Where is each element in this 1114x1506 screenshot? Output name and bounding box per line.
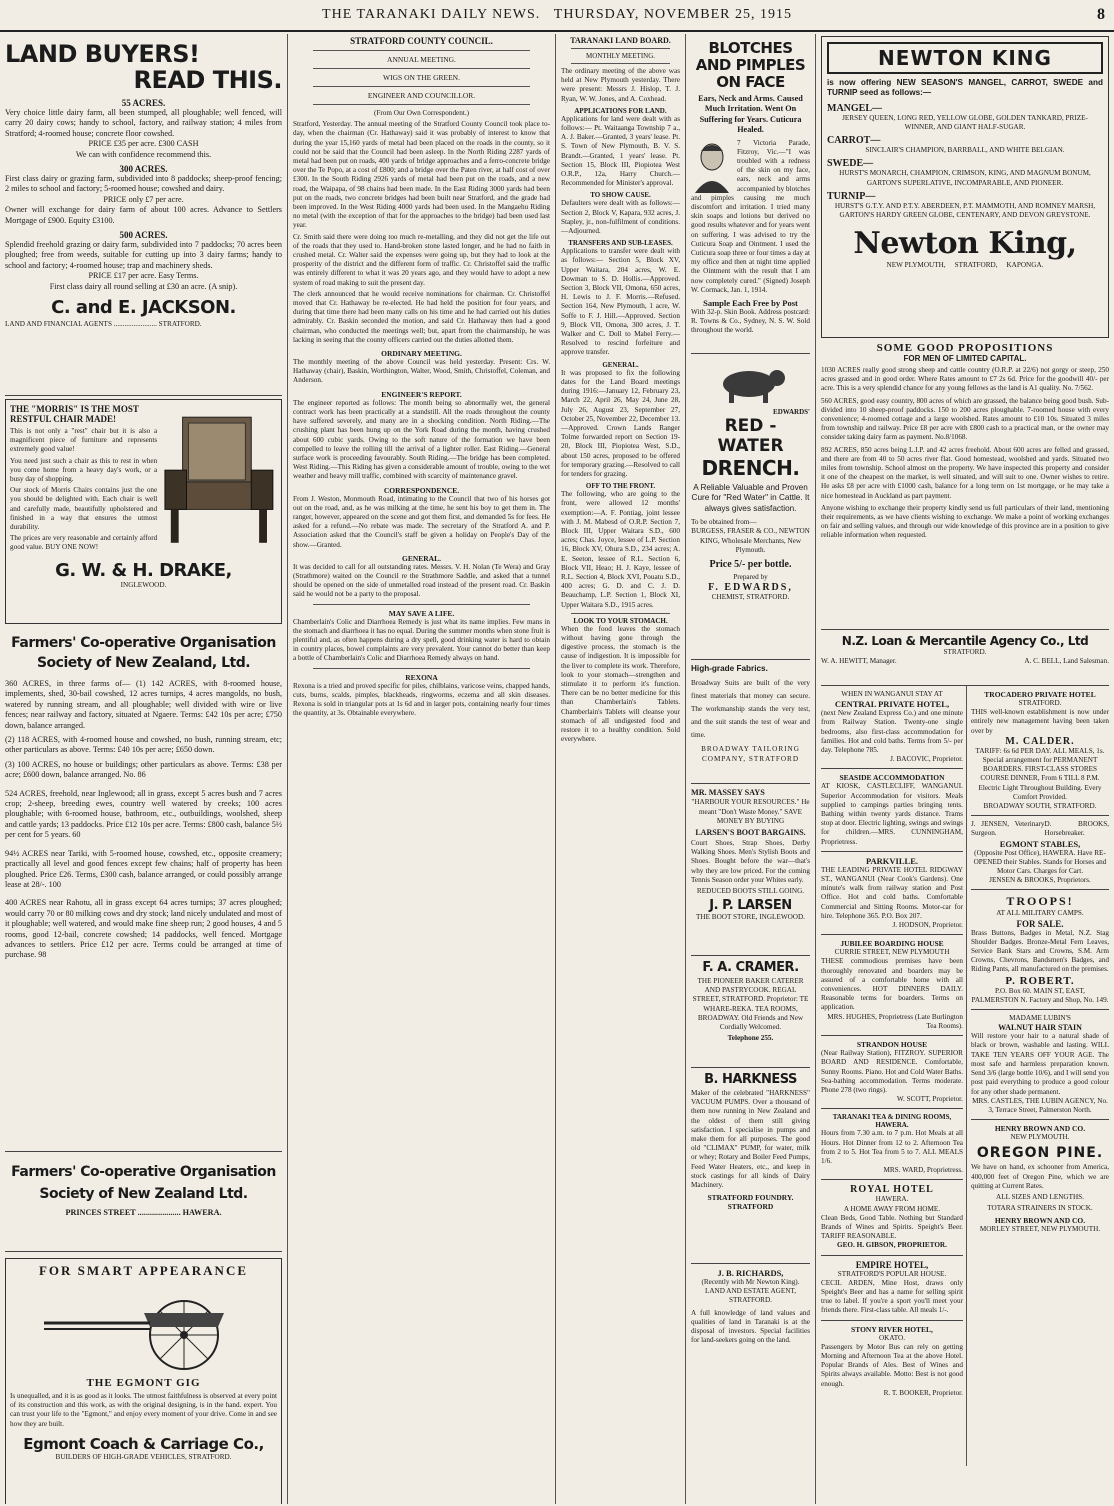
harkness-firm: B. HARKNESS [704,1072,797,1087]
land-firm: C. and E. JACKSON. [51,297,236,319]
land-board-para-4: Applications to transfer were dealt with as follows:— Section 5, Block XV, Upper Waitara, 204 acres, W. E. Dowman to S. D. Hollis.—Approved. Section 3, Block VII, Omona, 650 acres, H. Lewis to J. F. Morris.—Refused. Section 164, New Plymouth, 1 acre, W. Soffe to F. J. Hill.—Approved. Section 9, Block VII, Omona, 300 acres, J. T. Walker and C. Doll to Mabel Ferry.—Resolved to rescind forfeiture and approve transfer. [561,247,680,357]
red-water-drench-ad [691,354,810,660]
egmont-gig-ad [5,1258,282,1504]
council-heading: STRATFORD COUNTY COUNCIL. [350,36,493,46]
troops-sub: AT ALL MILITARY CAMPS. [996,909,1084,918]
trocadero-prop: M. CALDER. [1005,735,1075,747]
troops-body: Brass Buttons, Badges in Metal, N.Z. Stag Shoulder Badges. Bronze-Metal Fern Leaves, Service Bank Stars and Crowns, S.M. Arm Crowns, Chevrons, Bandsmen's Badges, and Riding Pants, all manufactured on the premises. [970,928,1109,974]
stony-title: STONY RIVER HOTEL, [851,1324,933,1334]
council-para-6: From J. Weston, Monmouth Road, intimating to the Council that two of his horses got out on the road, and, as he was milking at the time, he sent his boy to get them in. The ranger, however, appeared on the scene and got them first, and demanded 5s for fees. He asked for a refund.—No rebate was made. The secretary of the Stratford A. and P. Association asked that the Council's staff be given a holiday on People's Day of the show.—Granted. [293,494,550,549]
tailoring-title: High-grade Fabrics. [691,664,768,673]
nzloan-town: STRATFORD. [943,648,987,656]
royal-title: ROYAL HOTEL [850,1184,934,1196]
farmers2-title-1: Farmers' Co-operative Organisation [11,1164,276,1180]
stomach-para: When the food leaves the stomach without having gone through the digestive process, the stomach is the cause of indigestion. It is impossible for the liver to complete its work. Therefore, look to your stomach—strengthen and stimulate it to perform it's function. There can be no better medicine for this than Chamberlain's Tablets. Chamberlain's Tablets will cleanse your stomach of all undigested food and restore it to a healthy condition. Sold everywhere. [561,624,680,744]
newton-mangel-varieties: JERSEY QUEEN, LONG RED, YELLOW GLOBE, GOLDEN TANKARD, PRIZE-WINNER, AND GIANT HALF-SUGAR. [842,113,1088,132]
council-subhead-3: ENGINEER AND COUNCILLOR. [367,91,476,100]
parkville-body: THE LEADING PRIVATE HOTEL RIDGWAY ST., WANGANUI (Near Cook's Gardens). One minute's walk from railway station and Post Office. Hot and cold baths. Comfortable Commercial and Sitting Rooms. Motor-car for hire. Telephone 365. P.O. Box 207. [821,865,963,920]
gig-carriage-illustration [34,1283,254,1373]
column-2 [288,34,556,1504]
applications-heading: APPLICATIONS FOR LAND. [574,106,667,115]
props-listing-1: 1030 ACRES really good strong sheep and cattle country (O.R.P. at 22/6) not gorgy or steep, 250 acres grassed and in good order. Where Rates amount to £7 2s 6d. Price for the goodwill 40/- per acre. This is a very splendid chance for any young fellows as the land is A1 quality. No. 7/562. [821,366,1109,393]
land-headline-2: READ THIS. [133,66,282,94]
trocadero-town: STRATFORD. [1018,699,1062,707]
drake-firm: G. W. & H. DRAKE, [55,560,232,581]
stony-body: Passengers by Motor Bus can rely on getting Morning and Afternoon Tea at the above Hotel. Popular Brands of Ales. Best of Wines and Spirits always available. Motto: Best is not good enough. [821,1342,963,1388]
central-title: CENTRAL PRIVATE HOTEL, [834,699,950,710]
portrait-illustration [691,139,733,193]
drake-town: INGLEWOOD. [120,581,167,589]
larsen-firm: J. P. LARSEN [709,898,792,914]
lubin-body: Will restore your hair to a natural shade of black or brown, washable and lasting. WILL TAKE TEN YEARS OFF YOUR AGE. The most safe and harmless preparation known. Send 3/6 (large bottle 10/6), and I will send you post paid everything to produce a good colour for any other shade permanent. [970,1032,1109,1096]
seaside-body: AT KIOSK, CASTLECLIFF, WANGANUI. Superior Accommodation for visitors. Meals supplied to campings parties bringing tents. Bathing within twenty yards distance. Trams stop at door. Electric lighting, swings and swings for children.—MRS. CUNNINGHAM, Proprietress. [821,782,963,846]
stony-town: OKATO. [878,1333,905,1342]
farmers1-listing-5: 94½ ACRES near Tariki, with 5-roomed house, cowshed, etc., opposite creamery; practically all level and good fences except few chains; half of property has been ploughed. Price £26. Terms, £300 cash, balance arranged, or could possibly arrange lease at 28/-. 100 [5,848,282,889]
morris-p4: The prices are very reasonable and certainly afford good value. BUY ONE NOW! [10,534,158,552]
props-listing-2: 560 ACRES, good easy country, 800 acres of which are grassed, the balance being good bush. Sub-divided into 10 sheep-proof paddocks. 150 to 200 acres ploughable. 7-roomed house with every convenience; 4-roomed cottage and a large woolshed. Rates amount to £10 10s. Situated 3 miles from township and railway. Price £8 per acre with £800 cash to a practical man, or the owner may consider taking dairy farm as payment. No.8/1068. [821,396,1109,442]
council-para-5: The engineer reported as follows: The month being so abnormally wet, the general contract work has been practically at a standstill. All the roads throughout the county have suffered severely, and many are in a shocking condition. North Riding.—The crushing plant has been hung up on the York Road during the month, having crushed about 600 cubic yards. Owing to the soft nature of the formation we have been compelled to leave the rolling till the arrival of a lighter roller. East Riding.—General surface work is proceeding favourably. South Riding.—The bridge has been completed. West Riding.—This Riding has given a considerable amount of trouble, owing to the wet weather and heavy mill traffic, combined with scarcity of maintenance gravel. [293,398,550,481]
land-sec1-body: Very choice little dairy farm, all been stumped, all ploughable; well fenced, will carry 20 dairy cows; handy to school, factory, and railway station; 4 miles from Stratford; 4-roomed house; concrete floor cowshed. [5,108,282,138]
masthead-date: THURSDAY, NOVEMBER 25, 1915 [553,7,792,22]
central-pre: WHEN IN WANGANUI STAY AT [841,690,943,698]
column-4 [686,34,816,1504]
newton-turnip-varieties: HURST'S G.T.Y. AND P.T.Y. ABERDEEN, P.T. MAMMOTH, AND ROMNEY MARSH, GARTON'S HARDY GREEN GLOBE, CENTENARY, AND DEVON GREYSTONE. [834,201,1096,220]
nzloan-title: N.Z. Loan & Mercantile Agency Co., Ltd [841,634,1089,648]
land-sec3-title: 500 ACRES. [119,230,168,241]
hotels-left [821,686,967,1466]
oregon-totara: TOTARA STRAINERS IN STOCK. [987,1204,1093,1213]
egmont-stables-ad [971,816,1109,890]
lubin-firm: MRS. CASTLES, THE LUBIN AGENCY, No. 3, Terrace Street, Palmerston North. [972,1096,1108,1114]
oregon-addr: MORLEY STREET, NEW PLYMOUTH. [979,1225,1101,1234]
hotels-section [821,686,1109,1466]
farmers1-listing-3: (3) 100 ACRES, no house or buildings; other particulars as above. Terms: £38 per acre; £600 down, balance arranged. No. 86 [5,759,282,780]
empire-sub: STRATFORD'S POPULAR HOUSE. [837,1269,947,1278]
newton-swede: SWEDE— [827,158,874,170]
farmers2-address: PRINCES STREET ..................... HAWERA. [65,1208,222,1217]
richards-sub: (Recently with Mr Newton King). LAND AND ESTATE AGENT, STRATFORD. [701,1278,800,1305]
parkville-prop: J. HODSON, Proprietor. [892,921,963,930]
land-sec1-price: PRICE £35 per acre. £300 CASH [88,139,199,149]
good-propositions-ad [821,338,1109,630]
land-board-para-3: Defaulters were dealt with as follows:—Section 2, Block V, Kapara, 932 acres, J. Stapley, jr., non-fulfilment of conditions.—Adjourned. [561,199,680,236]
newton-intro: is now offering NEW SEASON'S MANGEL, CARROT, SWEDE and TURNIP seed as follows:— [827,78,1103,98]
trocadero-title: TROCADERO PRIVATE HOTEL [984,690,1096,699]
land-sec2-note: Owner will exchange for dairy farm of about 100 acres. Advance to Settlers Mortgage of £900. Equity £3100. [5,205,282,225]
land-sec2-price: PRICE only £7 per acre. [103,194,184,204]
royal-hotel-ad [821,1180,963,1255]
tearooms-body: Hours from 7.30 a.m. to 7 p.m. Hot Meals at all Hours. Hot Dinner from 12 to 2. Afternoon Tea from 2 to 5. Hot Tea from 5 to 7. ALL MEALS 1/6. [821,1129,963,1165]
drench-brand: EDWARDS' [773,408,810,416]
stony-river-ad [821,1321,963,1402]
farmers2-title-2: Society of New Zealand Ltd. [39,1186,248,1202]
page-number: 8 [1097,6,1106,23]
richards-agent-ad [691,1264,810,1349]
drench-price: Price 5/- per bottle. [709,559,792,571]
cuticura-offer: Sample Each Free by Post [703,298,798,309]
council-para-7: It was decided to call for all outstanding rates. Messrs. V. H. Nolan (Te Wera) and Gray (Strathmore) waited on the Council re the Strathmore Saddle, and asked that a tunnel should be opened on the side of unmetalled road instead of the present road. Cr. Baskin said he would not be a party to the proposal. [293,562,550,599]
farmers1-listing-6: 400 ACRES near Rahotu, all in grass except 64 acres turnips; 37 acres ploughed; would carry 70 or 80 milking cows and dry stock; land nicely undulated and most of it ploughable; well watered, and would make fine sheep run; 2 good houses, 4 and 5 rooms, good 12-bail, concrete cowshed; 14 paddocks, well fenced. Mortgage advances to settlers. Price £12 per acre. Terms could be arranged at time of purchase. 98 [5,898,282,960]
land-firm-sub: LAND AND FINANCIAL AGENTS ........................ STRATFORD. [5,320,202,329]
jubilee-prop: MRS. HUGHES, Proprietress (Late Burlington Tea Rooms). [827,1012,963,1030]
tailoring-firm: BROADWAY TAILORING COMPANY, STRATFORD [701,745,800,763]
correspondence-heading: CORRESPONDENCE. [383,485,460,495]
seaside-title: SEASIDE ACCOMMODATION [839,773,945,783]
oregon-town-1: NEW PLYMOUTH. [1010,1133,1070,1142]
newton-swede-varieties: HURST'S MONARCH, CHAMPION, CRIMSON, KING, AND MAGNUM BONUM, GARTON'S SUPERLATIVE, INCOMPARABLE, AND PIONEER. [839,169,1091,187]
broadway-tailoring-ad [691,660,810,784]
stomach-heading: LOOK TO YOUR STOMACH. [573,616,668,625]
newton-signature: Newton King, [853,226,1077,262]
column-5 [816,34,1114,1504]
masthead [0,0,1114,32]
land-sec1-title: 55 ACRES. [121,98,166,108]
morris-title: THE "MORRIS" IS THE MOST RESTFUL CHAIR MADE! [10,404,139,424]
larsen-note: REDUCED BOOTS STILL GOING. [696,887,805,896]
jubilee-title: JUBILEE BOARDING HOUSE [840,939,944,949]
central-body: (next New Zealand Express Co.) and one minute from Railway Station. Twenty-one single bedrooms, also first-class accommodation for families. Hot and cold baths. Terms from 5/- per day. Telephone 785. [821,709,963,755]
council-byline: (From Our Own Correspondent.) [373,109,470,117]
off-to-front-heading: OFF TO THE FRONT. [585,482,656,491]
column-3 [556,34,686,1504]
oregon-firm-1: HENRY BROWN AND CO. [994,1124,1086,1134]
cuticura-body: 7 Victoria Parade, Fitzroy, Vic.—"I was troubled with a redness of the skin on my face, ears, neck and arms accompanied by blotches and pimples causing me much discomfort and irritation. I tried many skin soaps and lotions but derived no good results whatever and for years went on suffering. I was advised to try the Cuticura Soap and Ointment. I used the Cuticura soap three or four times a day at my office and then at night time applied the Ointment with the result that I am now completely cured." (Signed) Joseph W. Cormack, Jan. 1, 1914. [691,138,810,294]
cuticura-ad [691,36,810,354]
parkville-ad [821,852,963,935]
morris-chair-ad [5,399,282,624]
land-board-para-6: The following, who are going to the front, were allowed 12 months' exemption:—A. F. Pontiag, joint lessee with J. M. Mabesd of O.R.P. Section 7, Block III, Upper Waitara S.D., 600 acres; Chas. Joyce, lessee of L.P. Section 16, Block XV, Ohura S.D., 234 acres; A. E. Seeton, lessee of R.L. Section 6, Block VII, Heao; H. J. Kaye, lessee of R.L. Section 4, Block XVI, Pouatu S.D., 400 acres; G. D. and C. J. D. Beauchamp, L.P. Section 1, Block XI, Upper Waitara S.D., 1915 acres. [561,490,680,609]
morris-p1: This is not only a "rest" chair but it is also a magnificent piece of furniture and represents extremely good value! [10,427,158,454]
parkville-title: PARKVILLE. [865,855,918,866]
land-board-heading: TARANAKI LAND BOARD. [570,36,671,45]
larsen-title: MR. MASSEY SAYS [691,788,765,797]
tea-rooms-ad [821,1109,963,1180]
props-title: SOME GOOD PROPOSITIONS [876,342,1054,354]
strandon-ad [821,1036,963,1109]
cramer-firm: F. A. CRAMER. [702,960,799,975]
harkness-body: Maker of the celebrated "HARKNESS" VACUUM PUMPS. Over a thousand of them now running in New Zealand and the oldest of them still giving satisfaction. I specialise in pumps and make them for all purposes. The good old "CLIMAX" PUMP, for water, milk or whey; Rotary and Boiler Feed Pumps, Feed Water Heaters, etc., and keep in stock castings for all kinds of Dairy Machinery. [691,1089,810,1190]
board-general-heading: GENERAL. [602,360,639,369]
gig-name: THE EGMONT GIG [86,1377,201,1389]
jubilee-ad [821,935,963,1036]
oregon-pine-ad [971,1120,1109,1238]
save-life-para: Chamberlain's Colic and Diarrhoea Remedy is just what its name implies. Few mans in the stomach and diarrhoea it has no equal. During the summer months when stone fruit is plentiful and, as often happens during a dry spell, good drinking water is hard to obtain in country places, bowel complaints are very prevalent. Your cannot do better than keep a bottle of Chamberlain's Colic and Diarrhoea Remedy always on hand. [293,617,550,663]
lubin-title: MADAME LUBIN'S [1009,1014,1071,1023]
land-sec3-price: PRICE £17 per acre. Easy Terms. [88,271,199,281]
lubin-head: WALNUT HAIR STAIN [998,1023,1082,1033]
troops-addr: P.O. Box 60. MAIN ST, EAST, PALMERSTON N. Factory and Shop, No. 149. [971,986,1109,1004]
land-board-para-5: It was proposed to fix the following dates for the Land Board meetings during 1916:—January 12, February 23, March 22, April 26, May 24, June 28, July 26, August 23, September 27, October 25, November 22, December 13.—Approved. Crown Lands Ranger Tolme forwarded report on Section 19-20, Block III, Piopiotea West, S.D., about 150 acres, proposed to be offered for temporary grazing.—Resolved to call for tenders for grazing. [561,368,680,478]
larsen-head: LARSEN'S BOOT BARGAINS. [695,828,806,838]
larsen-firm-sub: THE BOOT STORE, INGLEWOOD. [696,913,805,922]
newton-mangel: MANGEL— [827,102,882,114]
jubilee-sub: CURRIE STREET, NEW PLYMOUTH [834,948,950,957]
larsen-body: Court Shoes, Strap Shoes, Derby Walking Shoes. Men's Stylish Boots and Shoes. Bought before the war—that's why they are low priced. For the coming Tennis Season order your Whites early. [691,839,810,884]
stony-prop: R. T. BOOKER, Proprietor. [883,1388,963,1397]
troops-title: TROOPS! [1006,894,1074,909]
save-life-heading: MAY SAVE A LIFE. [388,608,455,618]
oregon-firm-2: HENRY BROWN AND CO. [994,1216,1086,1226]
land-sec2-body: First class dairy or grazing farm, subdivided into 8 paddocks; sheep-proof fencing; 2 miles to school and factory; 5-roomed house; cowshed and dairy. [5,174,282,194]
trocadero-body: THIS well-known establishment is now under entirely new management having been taken over by [970,708,1109,735]
newton-title: NEWTON KING [827,42,1103,74]
strandon-prop: W. SCOTT, Proprietor. [896,1095,963,1104]
nzloan-salesman: A. C. BELL, Land Salesman. [1024,657,1109,666]
stables-prop: JENSEN & BROOKS, Proprietors. [989,876,1091,885]
empire-title: EMPIRE HOTEL, [855,1259,929,1270]
drench-title-1: RED - WATER [717,416,784,456]
rexona-heading: REXONA [405,672,438,682]
rexona-para: Rexona is a tried and proved specific for piles, chilblains, varicose veins, chapped hands, cuts, burns, scalds, pimples, blackheads, ringworms, eczema and all skin diseases. Rexona is sold in triangular pots at 1s 6d and in larger pots, containing nearly four times the quantity, at 3s. Obtainable everywhere. [293,681,550,718]
tailoring-body: Broadway Suits are built of the very finest materials that money can secure. The workmanship stands the very test, and the suit stands the test of wear and time. [691,679,810,740]
stables-body: (Opposite Post Office), HAWERA. Have RE-OPENED their Stables. Stands for Horses and Motor Cars. Charges for Cart. [973,848,1107,876]
gig-body: Is unequalled, and it is as good as it looks. The utmost faithfulness is observed at every point of its construction and this work, as with the original designing, is in the hand. expert. You can trust your life to the "Egmont," and enjoy every moment of your drive. Come in and see how they are built. [10,1392,277,1428]
harkness-pumps-ad [691,1068,810,1264]
morris-p2: You need just such a chair as this to rest in when you come home from a heavy day's work, or a busy day of shopping. [10,456,158,484]
newton-towns: NEW PLYMOUTH, STRATFORD, KAPONGA. [886,261,1044,270]
strandon-title: STRANDON HOUSE [856,1040,928,1050]
farmers-coop-ad-1 [5,627,282,1152]
cuticura-title: BLOTCHES AND PIMPLES ON FACE [695,39,806,91]
stables-right: D. BROOKS, Horsebreaker. [1044,820,1109,838]
drench-sub: A Reliable Valuable and Proven Cure for "Red Water" in Cattle. It always gives satisfaction. [691,483,810,513]
newton-turnip: TURNIP— [827,190,876,202]
empire-hotel-ad [821,1256,963,1321]
land-sec2-title: 300 ACRES. [119,164,168,175]
richards-body: A full knowledge of land values and qualities of land in Taranaki is at the disposal of investors. Special facilities for land-seekers going on the land. [691,1308,810,1345]
central-prop: J. BACOVIC, Proprietor. [890,755,963,764]
lubin-hair-stain-ad [971,1010,1109,1120]
armchair-illustration [161,404,277,554]
council-para-2: Cr. Smith said there were doing too much re-metalling, and they did not get the life out of the roads that they used to. Hand-broken stone lasted longer, and he had no faith in crushed metal. Cr. Walter said the expenses were going up, but they had to look at the prosperity of the district and the different form of traffic. Cr. Christoffel said the traffic was entirely different to what it was 20 years ago, and they would have to adopt a new system of road making to suit the present day. [293,232,550,287]
props-sub: FOR MEN OF LIMITED CAPITAL. [903,354,1027,363]
land-board-subhead: MONTHLY MEETING. [585,52,656,60]
ordinary-meeting-heading: ORDINARY MEETING. [381,349,462,359]
land-board-para-1: The ordinary meeting of the above was held at New Plymouth yesterday. There were present: Messrs J. Hislop, T. J. Ryan, W. W. Jones, and A. Coxhead. [561,67,680,103]
masthead-title: THE TARANAKI DAILY NEWS. [322,7,541,22]
council-para-4: The monthly meeting of the above Council was held yesterday. Present: Crs. W. Hathaway (chair), Baskin, Worthington, Walter, Wood, Smith, Christoffel, Coleman, and Anderson. [293,358,550,385]
royal-tag: A HOME AWAY FROM HOME. [843,1204,941,1213]
richards-firm: J. B. RICHARDS, [717,1268,784,1278]
land-buyers-ad [5,36,282,396]
empire-body: CECIL ARDEN, Mine Host, draws only Speight's Beer and has a name for selling spirit true to label. If you're a sport you'll meet your friends there. First-class table. All meals 1/-. [821,1278,963,1315]
larsen-boots-ad [691,784,810,956]
trocadero-addr: BROADWAY SOUTH, STRATFORD. [983,802,1097,811]
drench-stockists: BURGESS, FRASER & CO., NEWTON KING, Wholesale Merchants, New Plymouth. [691,527,810,554]
gig-firm-sub: BUILDERS OF HIGH-GRADE VEHICLES, STRATFORD. [55,1452,232,1461]
royal-town: HAWERA. [875,1195,909,1204]
cuticura-sub: Ears, Neck and Arms. Caused Much Irritation. Went On Suffering for Years. Cuticura Healed. [698,94,803,135]
trocadero-ad [971,686,1109,816]
nz-loan-ad [821,630,1109,686]
land-sec3-body: Splendid freehold grazing or dairy farm, subdivided into 7 paddocks; 70 acres been ploughed; free from weeds, suitable for cutting up into 3 dairy farms; handy to school and factory; 4-roomed house; trap and machinery sheds. [5,240,282,270]
farmers-coop-ad-2 [5,1152,282,1252]
central-hotel-ad [821,686,963,769]
newton-carrot: CARROT— [827,135,881,147]
council-subhead-1: ANNUAL MEETING. [387,55,456,64]
troops-ad [971,890,1109,1010]
nzloan-manager: W. A. HEWITT, Manager. [821,657,897,666]
drench-prepared: Prepared by [733,573,768,582]
farmers1-listing-1: 360 ACRES, in three farms of— (1) 142 ACRES, with 8-roomed house, implements, shed, 30-bail cowshed, 12 acres turnips, 4 acres mangolds, no bush, watered by running stream, and all ploughable; well divided with wire or live fences; near railway and factory, situated at Ngaere. Terms: £42 10s per acre; £750 down, balance arranged. [5,679,282,730]
tearooms-title: TARANAKI TEA & DINING ROOMS, HAWERA. [832,1113,952,1130]
cramer-phone: Telephone 255. [727,1034,774,1043]
farmers1-listing-4: 524 ACRES, freehold, near Inglewood; all in grass, except 5 acres bush and 7 acres crop; 2-sheep, breeding ewes, country well watered by creeks; 100 acres ploughable; with 6-roomed house, bathroom, etc., outbuildings, woolshed, sheep and cattle yards; 13 paddocks. Price £12 10s per acre. Terms: £800 cash, balance 5½ per cent for 5 years. 60 [5,788,282,840]
seaside-ad [821,769,963,851]
larsen-quote: "HARBOUR YOUR RESOURCES." He meant "Don't Waste Money." SAVE MONEY BY BUYING [691,798,810,825]
farmers1-title-2: Society of New Zealand, Ltd. [36,655,251,671]
land-headline-1: LAND BUYERS! [5,40,200,68]
props-listing-3: 892 ACRES, 850 acres being L.I.P. and 42 acres freehold. About 600 acres are felled and grassed, and there are from 40 to 50 acres river flat. Good homestead, woolshed and yards. Situated two miles from township. School almost on the property. We have inspected this property and consider it one of the cheapest on the market, is well situated, and will suit to one. Owner wishes to retire. He asks £8 per acre with £1000 cash, balance for a long term on 1st mortgage, or he may take a nice homestead in Auckland as part payment. [821,445,1109,500]
drench-maker-sub: CHEMIST, STRATFORD. [711,593,790,602]
engineer-report-heading: ENGINEER'S REPORT. [381,389,462,399]
jubilee-body: THESE commodious premises have been thoroughly renovated and boarders may be assured of a comfortable home with all conveniences. HOT DINNERS DAILY. Reasonable terms for boarders. Terms on application. [821,957,963,1012]
props-exchange-note: Anyone wishing to exchange their property kindly send us full particulars of their land, mentioning their requirements, as we have clients wishing to exchange. We make a point of working exchanges on fair and selling values, and through our wide knowledge of this province are in a position to give reliable information when requested. [821,503,1109,540]
strandon-body: (Near Railway Station), FITZROY. SUPERIOR BOARD AND RESIDENCE. Comfortable, Sunny Rooms. Piano. Hot and Cold Water Baths. Sea-bathing accommodation. Terms moderate. Phone 278 (two rings). [821,1049,963,1094]
cramer-body: THE PIONEER BAKER CATERER AND PASTRYCOOK. REGAL STREET, STRATFORD. Proprietor: TE WHARE-REKA. TEA ROOMS, BROADWAY. Old Friends and New Cordially Welcomed. [692,977,809,1032]
troops-firm: P. ROBERT. [1005,974,1075,987]
cuticura-offer-sub: With 32-p. Skin Book. Address postcard: R. Towns & Co., Sydney, N. S. W. Sold throughout the world. [691,308,810,335]
stables-title: EGMONT STABLES, [999,838,1081,849]
tearooms-prop: MRS. WARD, Proprietress. [883,1166,963,1175]
gig-title: FOR SMART APPEARANCE [38,1263,249,1278]
royal-body: Clean Beds, Good Table. Nothing but Standard Brands of Wines and Spirits. Speight's Beer. TARIFF REASONABLE. [821,1213,963,1241]
hotels-right [967,686,1109,1466]
drench-maker: F. EDWARDS, [708,582,793,594]
council-subhead-2: WIGS ON THE GREEN. [383,73,460,82]
farmers1-title-1: Farmers' Co-operative Organisation [11,635,276,651]
newton-king-seed-ad [821,36,1109,338]
trocadero-tariff: TARIFF: 6s 6d PER DAY. ALL MEALS, 1s. Special arrangement for PERMANENT BOARDERS. FIRST-CLASS STORES COURSE DINNER, From 6 TILL 8 P.M. Electric Light Throughout Building. Every Comfort Provided. [975,746,1105,801]
drench-title-2: DRENCH. [701,456,800,480]
newton-carrot-varieties: SINCLAIR'S CHAMPION, BARRBALL, AND WHITE BELGIAN. [865,146,1065,155]
bull-illustration [711,362,791,404]
cramer-bakery-ad [691,956,810,1068]
council-para-3: The clerk announced that he would receive nominations for chairman. Cr. Christoffel moved that Cr. Hathaway be re-elected. He had held the position for four years, and during that time there had been many calls on his time and he had carried out his duties admirably. Cr. Baskin seconded the motion, and said Cr. Hathaway then had a good chairman, who conducted the meetings well; but, apart from the chairmanship, he was lacking in seeing that the county officers carried out the duties allotted them. [293,289,550,344]
royal-prop: GEO. H. GIBSON, PROPRIETOR. [837,1241,947,1250]
stables-left: J. JENSEN, Veterinary Surgeon. [970,820,1045,838]
oregon-body: We have on hand, ex schooner from America, 400,000 feet of Oregon Pine, which we are quitting at Current Rates. [970,1163,1109,1190]
oregon-sizes: ALL SIZES AND LENGTHS. [996,1192,1084,1201]
column-1 [0,34,288,1504]
land-sec1-note: We can with confidence recommend this. [75,149,212,159]
general-heading: GENERAL. [402,553,441,563]
gig-firm: Egmont Coach & Carriage Co., [23,1434,264,1453]
harkness-foundry: STRATFORD FOUNDRY. STRATFORD [707,1193,794,1212]
drench-obtain: To be obtained from— [691,518,757,527]
farmers1-listing-2: (2) 118 ACRES, with 4-roomed house and cowshed, no bush, running stream, etc; other particulars as above. Terms: £40 10s per acre; £650 down. [5,735,282,755]
land-sec3-note: First class dairy all round selling at £30 an acre. (A snip). [49,281,238,291]
land-board-para-2: Applications for land were dealt with as follows:— Pt. Waitaanga Township 7 a., A. J. Baker.—Granted, 3 years' lease. Pt. S. Town of New Plymouth, B. V. S. Brandt.—Granted, 1 years' lease. Pt. Section 15, Block III, Piopiotea West O.R.P., 12a, Harry Church.—Recommended for Minister's approval. [561,114,680,188]
oregon-title: OREGON PINE. [976,1145,1104,1162]
show-cause-heading: TO SHOW CAUSE. [590,191,651,200]
transfers-heading: TRANSFERS AND SUB-LEASES. [568,239,673,248]
council-para-1: Stratford, Yesterday. The annual meeting of the Stratford County Council took place to-day, when the chairman (Cr. Hathaway) said it was probably of interest to know that during the year 15,160 yards of metal had been placed on the roads in the county, so it could not be said that the Council had been asleep. In the North Riding 2287 yards of metal had been put on roads, 400 yards of bridge approaches and a ferro-concrete bridge over the Te Popo, at a cost of £800; and a bridge over the Paten river, at half cost of over £300. In the South Riding 2926 yards of metal had been put on the roads, and a new road, the Waipapa, of 98 chains had been made. In the East Riding 3000 yards had been put on the roads, two concrete bridges had been built near Stratford, and the grade had been improved. In the West Riding 4000 yards had been used. In the Mangaehu Riding no metal (with the exception of that for the approaches to the bridge) had been used last year. [293,120,550,230]
morris-p3: Our stock of Morris Chairs contains just the one you should be delighted with. Each chair is well and carefully made, beautifully upholstered and finished in a way that ensures the utmost durability. [10,486,158,532]
troops-head: FOR SALE. [1016,918,1064,929]
